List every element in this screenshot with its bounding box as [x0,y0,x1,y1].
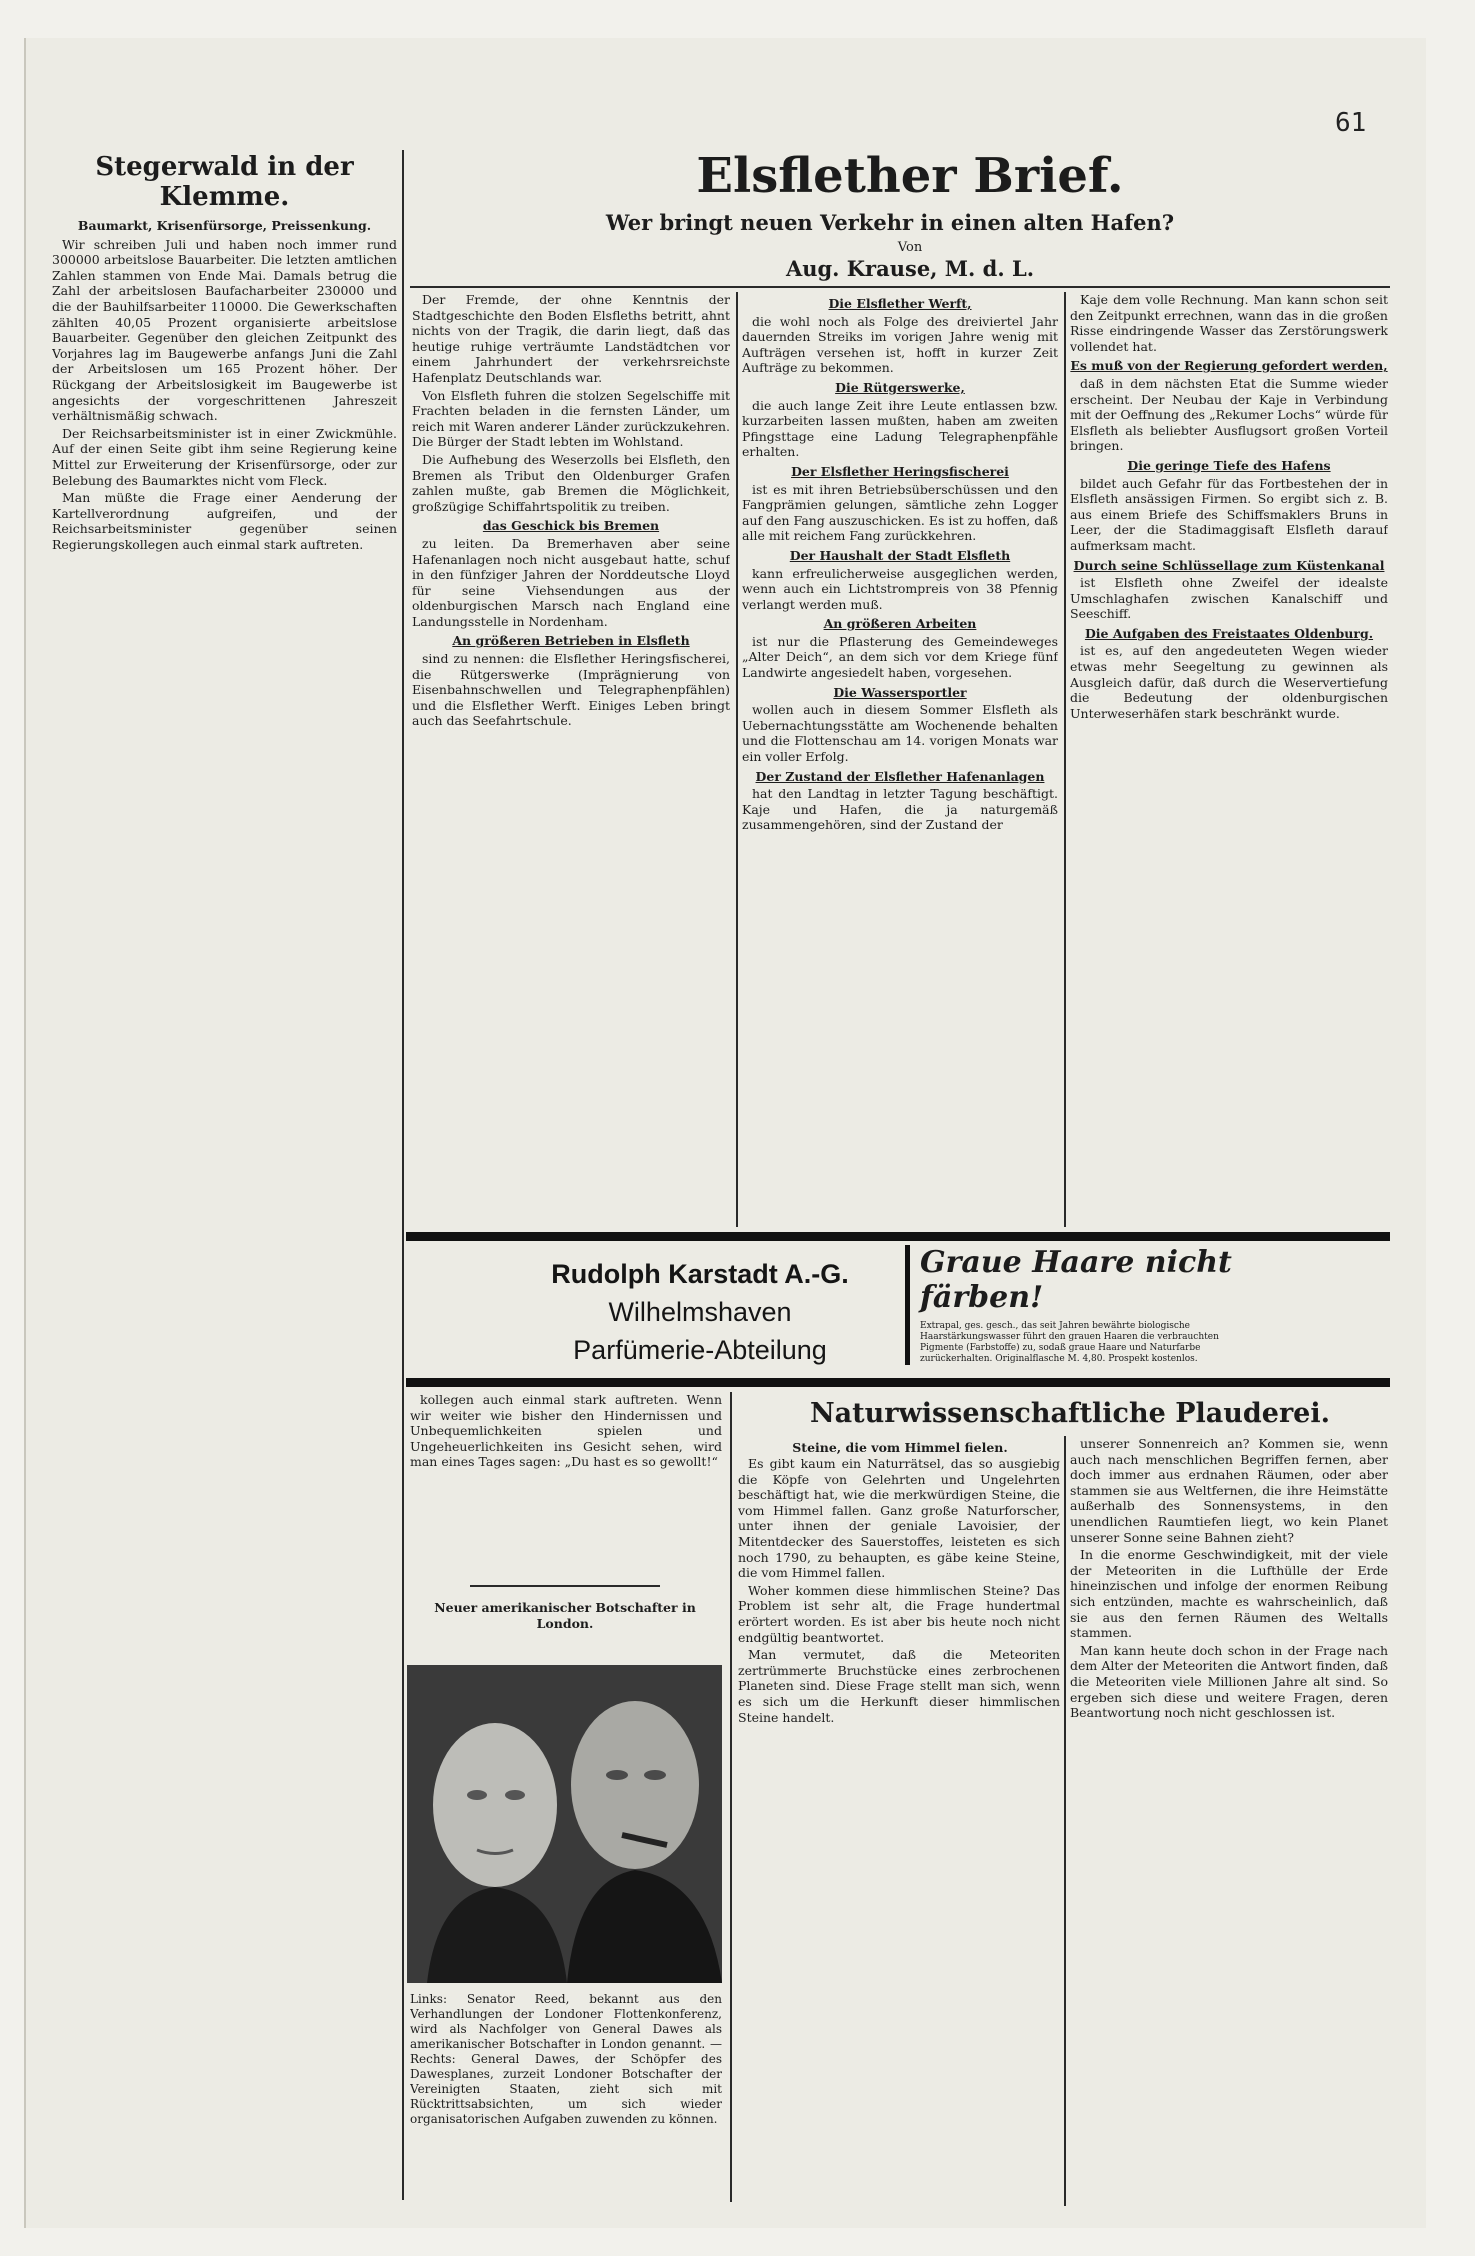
main-paragraph: Der Fremde, der ohne Kenntnis der Stadtgeschichte den Boden Elsfleths betritt, ahnt nichts von der Tragik, die darin liegt, daß das heutige ruhige verträumte Landstädtchen vor einem Jahrhundert der verkehrsreichste Hafenplatz Deutschlands war. [412,292,730,385]
left-paragraph: Der Reichsarbeitsminister ist in einer Zwickmühle. Auf der einen Seite gibt ihm seine Regierung keine Mittel zur Erweiterung der Krisenfürsorge, oder zur Belebung des Baumarktes nicht vom Fleck. [52,425,397,488]
main-subhead: Die Rütgerswerke, [835,379,965,395]
column-rule [730,1392,732,2202]
byline-rule [410,286,1390,288]
ad-title: Graue Haare nicht färben! [920,1245,1232,1315]
science-column-2 [1070,1436,1388,2206]
left-headline: Stegerwald in der Klemme. [95,152,354,212]
portrait-image [407,1665,722,1983]
main-paragraph: Die Aufhebung des Weserzolls bei Elsfleth, den Bremen als Tribut den Oldenburger Grafen zahlen mußte, gab Bremen die Möglichkeit, großzügige Schiffahrtspolitik zu treiben. [412,451,730,514]
science-column-1 [738,1456,1060,2206]
main-paragraph: die auch lange Zeit ihre Leute entlassen bzw. kurzarbeiten lassen mußten, haben am zweiten Pfingsttage eine Ladung Telegraphenpfähle erhalten. [742,397,1058,460]
science-paragraph: In die enorme Geschwindigkeit, mit der viele der Meteoriten in die Lufthülle der Erde hineinzischen und infolge der enormen Reibung sich entzünden, machte es wahrscheinlich, daß sie aus den fernen Räumen des Weltalls stammen. [1070,1547,1388,1641]
left-lead: Baumarkt, Krisenfürsorge, Preissenkung. [77,218,372,233]
main-paragraph: sind zu nennen: die Elsflether Heringsfischerei, die Rütgerswerke (Imprägnierung von Eisenbahnschwellen und Telegraphenpfählen) und die Elsflether Werft. Einiges Leben bringt auch das Seefahrtschule. [412,651,730,729]
ad-department: Parfümerie-Abteilung [573,1335,827,1365]
main-paragraph: daß in dem nächsten Etat die Summe wieder erscheint. Der Neubau der Kaje in Verbindung mit der Oeffnung des „Rekumer Lochs“ würde für Elsfleth als beliebter Ausflugsort großen Vorteil bringen. [1070,375,1388,454]
column-rule [736,292,738,1227]
author: Aug. Krause, M. d. L. [785,256,1035,281]
science-paragraph: Woher kommen diese himmlischen Steine? Das Problem ist sehr alt, die Frage hundertmal erörtert worden. Es ist aber bis heute noch nicht endgültig beantwortet. [738,1582,1060,1645]
ad-city: Wilhelmshaven [608,1297,792,1327]
main-paragraph: kann erfreulicherweise ausgeglichen werden, wenn auch ein Lichtstrompreis von 38 Pfennig verlangt werden muß. [742,565,1058,612]
main-subhead: An größeren Betrieben in Elsfleth [452,633,690,649]
main-column-1 [412,292,730,1227]
main-subhead: Die Wassersportler [833,684,967,700]
main-subhead: das Geschick bis Bremen [482,518,660,534]
ad-bottom-rule [406,1378,1390,1387]
karstadt-ad [510,1255,890,1369]
main-subhead: Es muß von der Regierung gefordert werden, [1070,358,1388,374]
main-subhead: Der Zustand der Elsflether Hafenanlagen [755,768,1045,784]
main-headline: Elsflether Brief. [696,148,1124,204]
main-subheadline: Wer bringt neuen Verkehr in einen alten Hafen? [605,210,1175,235]
main-paragraph: bildet auch Gefahr für das Fortbestehen der in Elsfleth ansässigen Firmen. So ergibt sich z. B. aus einem Briefe des Schiffsmaklers Bruns in Leer, der die Stadimaggisaft Elsfleth darauf aufmerksam macht. [1070,475,1388,553]
page-number: 61 [1335,108,1367,138]
photo-title: Neuer amerikanischer Botschafter in London. [434,1600,696,1631]
science-paragraph: unserer Sonnenreich an? Kommen sie, wenn auch nach menschlichen Begriffen fernen, aber doch immer aus erdnahen Räumen, oder aber stammen sie aus Weltfernen, die ihre Heimstätte außerhalb des Sonnensystems, in den unendlichen Raumtiefen liegt, wo kein Planet unserer Sonne seine Bahnen zieht? [1070,1436,1388,1545]
ad-company: Rudolph Karstadt A.-G. [551,1259,849,1289]
main-paragraph: wollen auch in diesem Sommer Elsfleth als Uebernachtungsstätte am Wochenende behalten und die Flottenschau am 14. vorigen Monats war ein voller Erfolg. [742,702,1058,765]
column-rule [1064,292,1066,1227]
main-subhead: Die Elsflether Werft, [828,296,972,311]
column-rule [402,150,404,2200]
main-paragraph: ist nur die Pflasterung des Gemeindeweges „Alter Deich“, an dem sich vor dem Kriege fünf Landwirte angesiedelt haben, vorgesehen. [742,633,1058,681]
left-paragraph: Man müßte die Frage einer Aenderung der Kartellverordnung aufgreifen, und der Reichsarbeitsminister gegenüber seinen Regierungskollegen auch einmal stark auftreten. [52,490,397,552]
extrapal-ad [905,1245,1240,1365]
ad-text: Extrapal, ges. gesch., das seit Jahren bewährte biologische Haarstärkungswasser führt den grauen Haaren die verbrauchten Pigmente (Farbstoffe) zu, sodaß graue Haare und Naturfarbe zurückerhalten. Originalflasche M. 4,80. Prospekt kostenlos. [920,1321,1219,1364]
main-paragraph: hat den Landtag in letzter Tagung beschäftigt. Kaje und Hafen, die ja naturgemäß zusammengehören, sind der Zustand der [742,786,1058,833]
main-subhead: Der Haushalt der Stadt Elsfleth [789,547,1011,563]
main-subhead: Durch seine Schlüssellage zum Küstenkanal [1073,557,1385,573]
middle-paragraph: kollegen auch einmal stark auftreten. Wenn wir weiter wie bisher den Hindernissen und Unbequemlichkeiten spielen und Ungeheuerlichkeiten ins Gesicht sehen, wird man eines Tages sagen: „Du hast es so gewollt!“ [410,1392,722,1470]
main-subhead: Die geringe Tiefe des Hafens [1127,457,1331,473]
ad-top-rule [406,1232,1390,1241]
left-column [52,148,397,2208]
main-paragraph: zu leiten. Da Bremerhaven aber seine Hafenanlagen noch nicht ausgebaut hatte, schuf in den fünfziger Jahren der Norddeutsche Lloyd für seine Viehsendungen aus der oldenburgischen Marsch nach England eine Landungsstelle in Nordenham. [412,535,730,629]
main-column-3 [1070,292,1388,1227]
main-paragraph: Von Elsfleth fuhren die stolzen Segelschiffe mit Frachten beladen in die fernsten Länder, um reich mit Waren anderer Länder zurückzukehren. Die Bürger der Stadt lebten im Wohlstand. [412,387,730,450]
main-paragraph: die wohl noch als Folge des dreiviertel Jahr dauernden Streiks im vorigen Jahre wenig mit Aufträgen versehen ist, hofft in kurzer Zeit Aufträge zu bekommen. [742,313,1058,376]
main-column-2 [742,292,1058,1227]
main-subhead: An größeren Arbeiten [823,616,977,632]
left-paragraph: Wir schreiben Juli und haben noch immer rund 300000 arbeitslose Bauarbeiter. Die letzten amtlichen Zahlen stammen von Ende Mai. Damals betrug die Zahl der arbeitslosen Baufacharbeiter 230000 und die der Bauhilfsarbeiter 110000. Die Gewerkschaften zählten 40,05 Prozent organisierte arbeitslose Bauarbeiter. Gegenüber den gleichen Zeitpunkt des Vorjahres lag im Baugewerbe anfangs Juni die Zahl der Arbeitslosen um 165 Prozent höher. Der Rückgang der Arbeitslosigkeit im Baugewerbe ist angesichts der vorgeschrittenen Jahreszeit verhältnismäßig schwach. [52,236,397,424]
main-subhead: Der Elsflether Heringsfischerei [791,463,1009,479]
ambassadors-photo [407,1665,722,1983]
science-headline: Naturwissenschaftliche Plauderei. [809,1398,1331,1429]
photo-caption: Links: Senator Reed, bekannt aus den Verhandlungen der Londoner Flottenkonferenz, wird als Nachfolger von General Dawes als amerikanischer Botschafter in London genannt. — Rechts: General Dawes, der Schöpfer des Dawesplanes, zurzeit Londoner Botschafter der Vereinigten Staaten, zieht sich mit Rücktrittsabsichten, um sich wieder organisatorischen Aufgaben zuwenden zu können. [410,1992,722,2126]
main-paragraph: Kaje dem volle Rechnung. Man kann schon seit den Zeitpunkt errechnen, wann das in die großen Risse eindringende Wasser das Zerstörungswerk vollendet hat. [1070,292,1388,354]
main-paragraph: ist Elsfleth ohne Zweifel der idealste Umschlaghafen zwischen Kanalschiff und Seeschiff. [1070,575,1388,622]
column-rule [1064,1436,1066,2206]
byline-von: Von [897,240,923,255]
main-paragraph: ist es, auf den angedeuteten Wegen wieder etwas mehr Seegeltung zu gewinnen als Ausgleich dafür, daß durch die Weservertiefung die Bedeutung der oldenburgischen Unterweserhäfen stark beschränkt wurde. [1070,643,1388,721]
science-paragraph: Man vermutet, daß die Meteoriten zertrümmerte Bruchstücke eines zerbrochenen Planeten sind. Diese Frage stellt man sich, wenn es sich um die Herkunft dieser himmlischen Steine handelt. [738,1647,1060,1725]
science-subheadline: Steine, die vom Himmel fielen. [792,1440,1008,1455]
photo-rule [470,1585,660,1587]
science-paragraph: Man kann heute doch schon in der Frage nach dem Alter der Meteoriten die Antwort finden, daß die Meteoriten viele Millionen Jahre alt sind. So ergeben sich diese und weitere Fragen, deren Beantwortung noch nicht geschlossen ist. [1070,1642,1388,1721]
main-subhead: Die Aufgaben des Freistaates Oldenburg. [1084,625,1374,641]
science-paragraph: Es gibt kaum ein Naturrätsel, das so ausgiebig die Köpfe von Gelehrten und Ungelehrten beschäftigt hat, wie die merkwürdigen Steine, die vom Himmel fallen. Ganz große Naturforscher, unter ihnen der geniale Lavoisier, der Mitentdecker des Sauerstoffes, leisteten es sich noch 1790, zu behaupten, es gäbe keine Steine, die vom Himmel fallen. [738,1456,1060,1581]
main-paragraph: ist es mit ihren Betriebsüberschüssen und den Fangprämien gelungen, sämtliche zehn Logger auf den Fang auszuschicken. Es ist zu hoffen, daß alle mit reichem Fang zurückkehren. [742,481,1058,544]
